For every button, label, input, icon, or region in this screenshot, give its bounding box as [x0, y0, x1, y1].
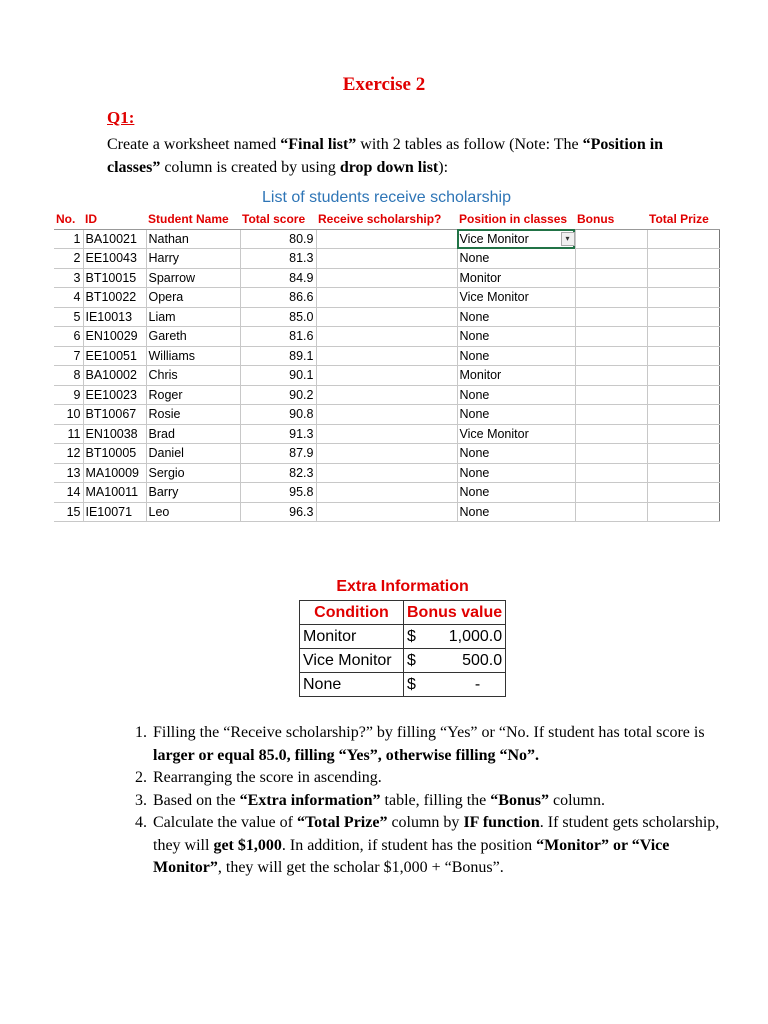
student-name-cell[interactable]: Brad	[146, 424, 240, 444]
col-header-total-prize: Total Prize	[647, 210, 719, 229]
total-score-cell[interactable]: 89.1	[240, 346, 316, 366]
total-prize-cell[interactable]	[647, 385, 719, 405]
bonus-cell[interactable]	[575, 229, 647, 249]
col-header-scholarship: Receive scholarship?	[316, 210, 457, 229]
table-row[interactable]	[54, 229, 719, 249]
sheet-header-row	[54, 210, 719, 229]
position-cell[interactable]: None	[457, 385, 575, 405]
bonus-cell[interactable]	[575, 307, 647, 327]
student-name-cell[interactable]: Williams	[146, 346, 240, 366]
student-name-cell[interactable]: Sergio	[146, 463, 240, 483]
receive-scholarship-cell[interactable]	[316, 463, 457, 483]
receive-scholarship-cell[interactable]	[316, 288, 457, 308]
bonus-cell[interactable]	[575, 249, 647, 269]
scholarship-spreadsheet	[54, 186, 720, 522]
total-score-cell[interactable]: 85.0	[240, 307, 316, 327]
row-number-cell[interactable]: 8	[54, 366, 83, 386]
total-score-cell[interactable]: 91.3	[240, 424, 316, 444]
bonus-value-cell	[404, 649, 506, 673]
position-cell[interactable]: None	[457, 249, 575, 269]
extra-title: Extra Information	[300, 574, 506, 601]
bonus-amount: 1,000.0	[448, 627, 503, 645]
total-score-cell[interactable]: 90.1	[240, 366, 316, 386]
table-row[interactable]	[54, 346, 719, 366]
total-prize-cell[interactable]	[647, 366, 719, 386]
total-prize-cell[interactable]	[647, 346, 719, 366]
student-name-cell[interactable]: Leo	[146, 502, 240, 522]
position-cell[interactable]: None	[457, 307, 575, 327]
student-id-cell[interactable]: EN10029	[83, 327, 146, 347]
position-cell[interactable]: Monitor	[457, 268, 575, 288]
extra-row	[300, 673, 506, 697]
row-number-cell[interactable]: 15	[54, 502, 83, 522]
table-row[interactable]	[54, 268, 719, 288]
condition-cell: Monitor	[300, 625, 404, 649]
position-cell[interactable]: None	[457, 444, 575, 464]
col-header-name: Student Name	[146, 210, 240, 229]
receive-scholarship-cell[interactable]	[316, 229, 457, 249]
task-item: 1. Filling the “Receive scholarship?” by filling “Yes” or “No. If student has total score is larger or equal 85.0, filling “Yes”, otherwise filling “No”.	[151, 722, 741, 767]
receive-scholarship-cell[interactable]	[316, 405, 457, 425]
condition-cell: None	[300, 673, 404, 697]
receive-scholarship-cell[interactable]	[316, 327, 457, 347]
table-row[interactable]	[54, 327, 719, 347]
currency-symbol: $	[407, 651, 416, 669]
total-score-cell[interactable]: 81.6	[240, 327, 316, 347]
student-id-cell[interactable]: EE10051	[83, 346, 146, 366]
extra-header-condition: Condition	[300, 601, 404, 625]
total-prize-cell[interactable]	[647, 268, 719, 288]
table-row[interactable]	[54, 483, 719, 503]
position-cell[interactable]: Monitor	[457, 366, 575, 386]
row-number-cell[interactable]: 11	[54, 424, 83, 444]
total-prize-cell[interactable]	[647, 483, 719, 503]
table-row[interactable]	[54, 502, 719, 522]
student-id-cell[interactable]: MA10009	[83, 463, 146, 483]
bonus-cell[interactable]	[575, 424, 647, 444]
student-name-cell[interactable]: Chris	[146, 366, 240, 386]
total-prize-cell[interactable]	[647, 229, 719, 249]
col-header-position: Position in classes	[457, 210, 575, 229]
currency-symbol: $	[407, 675, 416, 693]
bonus-amount: -	[474, 675, 481, 693]
row-number-cell[interactable]: 13	[54, 463, 83, 483]
position-cell[interactable]: None	[457, 346, 575, 366]
receive-scholarship-cell[interactable]	[316, 249, 457, 269]
table-row[interactable]	[54, 249, 719, 269]
bonus-cell[interactable]	[575, 463, 647, 483]
row-number-cell[interactable]: 3	[54, 268, 83, 288]
row-number-cell[interactable]: 5	[54, 307, 83, 327]
table-row[interactable]	[54, 385, 719, 405]
table-row[interactable]	[54, 366, 719, 386]
student-id-cell[interactable]: IE10071	[83, 502, 146, 522]
position-cell[interactable]: None	[457, 327, 575, 347]
task-item: 4. Calculate the value of “Total Prize” column by IF function. If student gets scholarship, they will get $1,000. In addition, if student has the position “Monitor” or “Vice Monitor”, they will get the scholar $1,000 + “Bonus”.	[151, 812, 741, 880]
col-header-bonus: Bonus	[575, 210, 647, 229]
student-id-cell[interactable]: BA10002	[83, 366, 146, 386]
total-prize-cell[interactable]	[647, 463, 719, 483]
student-id-cell[interactable]: MA10011	[83, 483, 146, 503]
receive-scholarship-cell[interactable]	[316, 424, 457, 444]
student-id-cell[interactable]: BT10015	[83, 268, 146, 288]
total-prize-cell[interactable]	[647, 288, 719, 308]
position-cell[interactable]: Vice Monitor ▾	[457, 229, 575, 249]
col-header-no: No.	[54, 210, 83, 229]
position-cell[interactable]: Vice Monitor	[457, 424, 575, 444]
task-item: 3. Based on the “Extra information” table, filling the “Bonus” column.	[151, 790, 741, 813]
total-score-cell[interactable]: 82.3	[240, 463, 316, 483]
table-row[interactable]	[54, 463, 719, 483]
exercise-title: Exercise 2	[342, 74, 426, 95]
row-number-cell[interactable]: 1	[54, 229, 83, 249]
col-header-score: Total score	[240, 210, 316, 229]
student-id-cell[interactable]: EN10038	[83, 424, 146, 444]
table-row[interactable]	[54, 405, 719, 425]
total-score-cell[interactable]: 96.3	[240, 502, 316, 522]
extra-row	[300, 625, 506, 649]
row-number-cell[interactable]: 9	[54, 385, 83, 405]
student-id-cell[interactable]: BT10022	[83, 288, 146, 308]
extra-row	[300, 649, 506, 673]
total-score-cell[interactable]: 90.8	[240, 405, 316, 425]
bonus-cell[interactable]	[575, 268, 647, 288]
bonus-cell[interactable]	[575, 346, 647, 366]
table-row[interactable]	[54, 307, 719, 327]
task-list	[125, 722, 741, 880]
total-prize-cell[interactable]	[647, 405, 719, 425]
bonus-cell[interactable]	[575, 327, 647, 347]
position-cell[interactable]: None	[457, 502, 575, 522]
total-score-cell[interactable]: 87.9	[240, 444, 316, 464]
total-score-cell[interactable]: 84.9	[240, 268, 316, 288]
bonus-cell[interactable]	[575, 366, 647, 386]
row-number-cell[interactable]: 2	[54, 249, 83, 269]
dropdown-arrow-icon[interactable]: ▾	[561, 232, 575, 246]
row-number-cell[interactable]: 6	[54, 327, 83, 347]
bonus-value-cell	[404, 625, 506, 649]
bonus-cell[interactable]	[575, 405, 647, 425]
row-number-cell[interactable]: 7	[54, 346, 83, 366]
row-number-cell[interactable]: 12	[54, 444, 83, 464]
student-name-cell[interactable]: Rosie	[146, 405, 240, 425]
currency-symbol: $	[407, 627, 416, 645]
receive-scholarship-cell[interactable]	[316, 268, 457, 288]
receive-scholarship-cell[interactable]	[316, 444, 457, 464]
student-id-cell[interactable]: EE10023	[83, 385, 146, 405]
condition-cell: Vice Monitor	[300, 649, 404, 673]
position-cell[interactable]: Vice Monitor	[457, 288, 575, 308]
question-label: Q1:	[107, 108, 135, 127]
table-row[interactable]	[54, 424, 719, 444]
sheet-title: List of students receive scholarship	[261, 189, 511, 206]
receive-scholarship-cell[interactable]	[316, 483, 457, 503]
table-row[interactable]	[54, 444, 719, 464]
total-score-cell[interactable]: 95.8	[240, 483, 316, 503]
receive-scholarship-cell[interactable]	[316, 307, 457, 327]
bonus-cell[interactable]	[575, 288, 647, 308]
bonus-cell[interactable]	[575, 444, 647, 464]
receive-scholarship-cell[interactable]	[316, 346, 457, 366]
extra-information-table	[299, 574, 506, 697]
student-name-cell[interactable]: Barry	[146, 483, 240, 503]
bonus-value-cell	[404, 673, 506, 697]
bonus-cell[interactable]	[575, 502, 647, 522]
receive-scholarship-cell[interactable]	[316, 385, 457, 405]
total-prize-cell[interactable]	[647, 307, 719, 327]
student-id-cell[interactable]: BT10005	[83, 444, 146, 464]
row-number-cell[interactable]: 4	[54, 288, 83, 308]
receive-scholarship-cell[interactable]	[316, 366, 457, 386]
intro-paragraph: Create a worksheet named “Final list” with 2 tables as follow (Note: The “Position in classes” column is created by using drop down list):	[107, 136, 664, 176]
total-score-cell[interactable]: 80.9	[240, 229, 316, 249]
student-id-cell[interactable]: BT10067	[83, 405, 146, 425]
student-name-cell[interactable]: Sparrow	[146, 268, 240, 288]
position-cell[interactable]: None	[457, 463, 575, 483]
student-name-cell[interactable]: Daniel	[146, 444, 240, 464]
col-header-id: ID	[83, 210, 146, 229]
student-name-cell[interactable]: Gareth	[146, 327, 240, 347]
table-row[interactable]	[54, 288, 719, 308]
student-id-cell[interactable]: EE10043	[83, 249, 146, 269]
row-number-cell[interactable]: 14	[54, 483, 83, 503]
total-score-cell[interactable]: 86.6	[240, 288, 316, 308]
student-name-cell[interactable]: Liam	[146, 307, 240, 327]
student-name-cell[interactable]: Opera	[146, 288, 240, 308]
task-item: 2. Rearranging the score in ascending.	[151, 767, 741, 790]
total-prize-cell[interactable]	[647, 424, 719, 444]
total-score-cell[interactable]: 81.3	[240, 249, 316, 269]
total-prize-cell[interactable]	[647, 444, 719, 464]
position-cell[interactable]: None	[457, 405, 575, 425]
student-name-cell[interactable]: Roger	[146, 385, 240, 405]
total-prize-cell[interactable]	[647, 502, 719, 522]
bonus-cell[interactable]	[575, 483, 647, 503]
bonus-cell[interactable]	[575, 385, 647, 405]
student-name-cell[interactable]: Harry	[146, 249, 240, 269]
student-id-cell[interactable]: BA10021	[83, 229, 146, 249]
total-prize-cell[interactable]	[647, 327, 719, 347]
total-prize-cell[interactable]	[647, 249, 719, 269]
student-name-cell[interactable]: Nathan	[146, 229, 240, 249]
row-number-cell[interactable]: 10	[54, 405, 83, 425]
total-score-cell[interactable]: 90.2	[240, 385, 316, 405]
student-id-cell[interactable]: IE10013	[83, 307, 146, 327]
receive-scholarship-cell[interactable]	[316, 502, 457, 522]
bonus-amount: 500.0	[462, 651, 503, 669]
position-cell[interactable]: None	[457, 483, 575, 503]
extra-header-bonus-value: Bonus value	[404, 601, 506, 625]
